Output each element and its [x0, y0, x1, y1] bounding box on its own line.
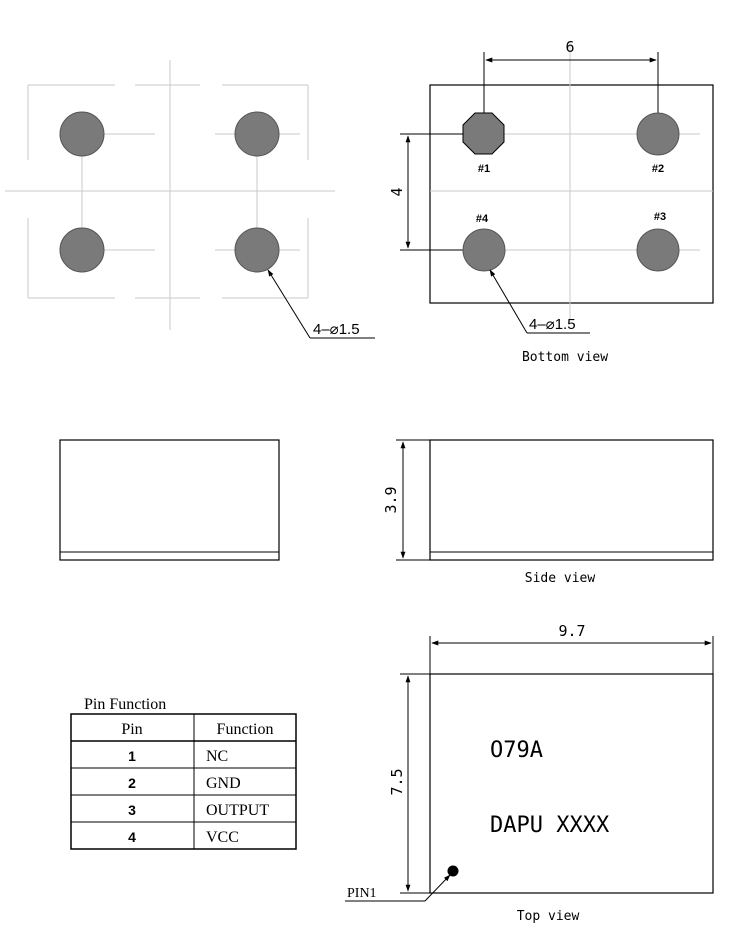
package-outline-top [430, 674, 713, 893]
pin-label-4: #4 [475, 213, 489, 225]
table-cell-function: OUTPUT [206, 802, 270, 819]
table-title: Pin Function [84, 696, 167, 713]
table-cell-pin: 1 [128, 748, 136, 764]
dim-label-9-7: 9.7 [558, 622, 586, 640]
pad-pin2 [637, 113, 679, 155]
land-pad [60, 112, 104, 156]
dim-label-4: 4 [388, 187, 406, 197]
callout-leader [490, 270, 527, 333]
land-pad [60, 228, 104, 272]
table-cell-function: GND [206, 775, 241, 792]
table-cell-pin: 3 [128, 802, 136, 818]
land-pad [235, 228, 279, 272]
callout-leader [268, 270, 310, 338]
marking-line-1: O79A [490, 738, 543, 763]
table-cell-function: VCC [206, 829, 239, 846]
pad-pin3 [637, 229, 679, 271]
table-header-pin: Pin [121, 721, 143, 738]
pad-pin4 [463, 229, 505, 271]
pin1-label: PIN1 [347, 886, 377, 901]
pin-label-2: #2 [651, 163, 665, 175]
bottom-view [388, 38, 713, 365]
top-view [345, 622, 713, 924]
bottom-view-caption: Bottom view [521, 350, 609, 365]
pin1-marker-dot [448, 866, 459, 877]
side-view-left [60, 440, 279, 560]
pin-label-1: #1 [477, 163, 491, 175]
pin-label-3: #3 [653, 211, 667, 223]
pad-callout-label: 4–⌀1.5 [529, 316, 576, 333]
package-body-side [60, 440, 279, 560]
land-pad [235, 112, 279, 156]
dim-label-6: 6 [565, 38, 575, 56]
dim-label-7-5: 7.5 [388, 768, 406, 796]
table-cell-function: NC [206, 748, 229, 765]
marking-line-2: DAPU XXXX [490, 813, 610, 838]
table-cell-pin: 2 [128, 775, 136, 791]
table-cell-pin: 4 [128, 829, 136, 845]
top-view-caption: Top view [516, 909, 580, 924]
pin1-pad-octagon [463, 113, 504, 154]
side-view [382, 440, 713, 586]
side-view-caption: Side view [524, 571, 596, 586]
package-body-side [430, 440, 713, 560]
pad-callout-label: 4–⌀1.5 [313, 321, 360, 338]
dim-label-3-9: 3.9 [382, 486, 400, 514]
pin1-leader [425, 875, 450, 901]
table-header-function: Function [216, 721, 274, 738]
pin-function-table [71, 696, 296, 849]
land-pattern-view [5, 60, 375, 338]
